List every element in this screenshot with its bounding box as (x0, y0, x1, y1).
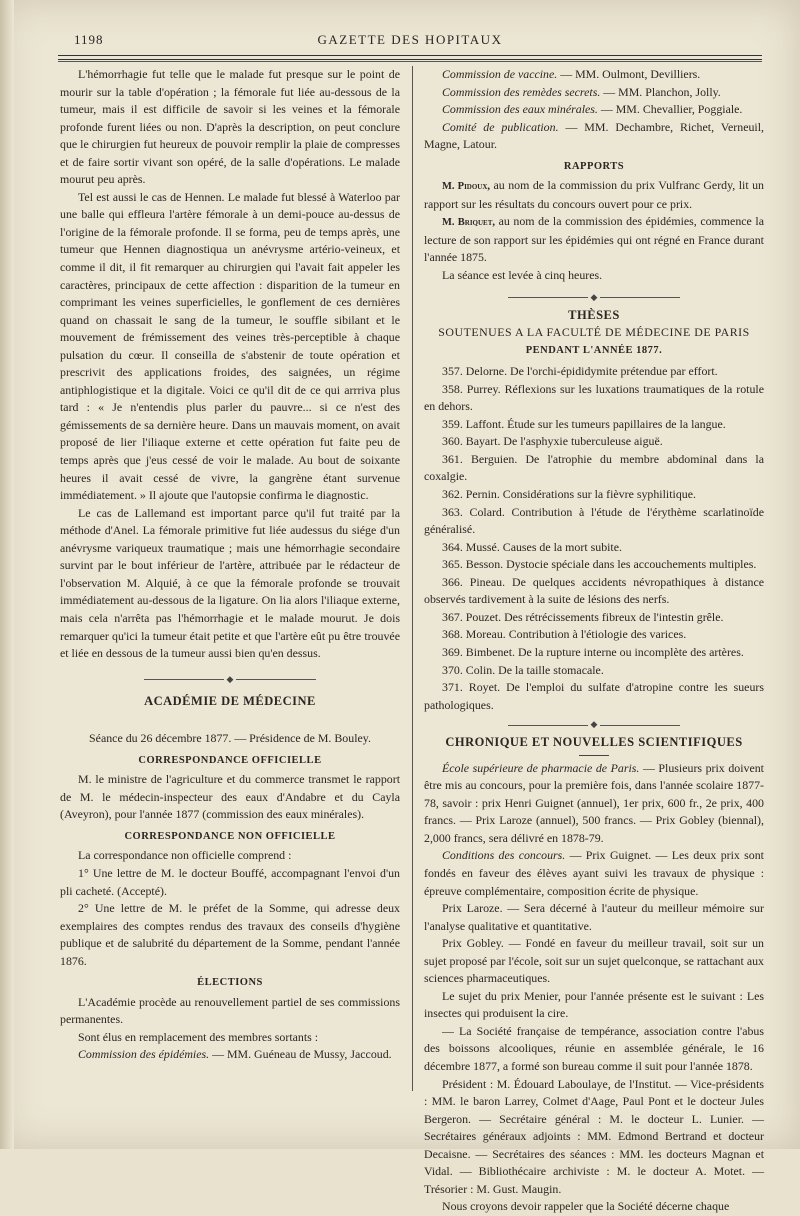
these-item: 357. Delorne. De l'orchi-épididymite prétendue par effort. (442, 364, 718, 379)
correspondance-item: 1° Une lettre de M. le docteur Bouffé, accompagnant l'envoi d'un pli cacheté. (Accepté). (60, 865, 400, 898)
ecole-text: — Plusieurs prix doivent être mis au concours, pour la première fois, dans l'année scolaire 1877-78, savoir : prix Henri Guignet (annuel), 1er prix, 600 fr., 2e prix, 400 francs. — Prix Laroze (annuel), 500 francs. — Prix Gobley (biennal), 2,000 francs, sera délivré en 1878-79. (424, 760, 764, 845)
commission-members: — MM. Dechambre, Richet, Verneuil, Magne, Latour. (424, 119, 764, 152)
comite-publication (424, 119, 764, 154)
theses-subheading: SOUTENUES A LA FACULTÉ DE MÉDECINE DE PARIS (438, 325, 750, 340)
right-column (424, 66, 764, 1216)
conditions-concours (424, 847, 764, 900)
these-item: 368. Moreau. Contribution à l'étiologie des varices. (442, 627, 687, 642)
these-item: 367. Pouzet. Des rétrécissements fibreux de l'intestin grêle. (442, 609, 724, 624)
page-number: 1198 (74, 32, 104, 47)
seance-line: Séance du 26 décembre 1877. — Présidence de M. Bouley. (89, 731, 371, 746)
these-item: 362. Pernin. Considérations sur la fièvre syphilitique. (442, 487, 696, 502)
closing-line: Nous croyons devoir rappeler que la Société décerne chaque (442, 1199, 730, 1214)
commission-members: — MM. Guéneau de Mussy, Jaccoud. (209, 1047, 392, 1062)
commission-eaux (424, 101, 764, 119)
section-ornament: ◆ (424, 289, 764, 305)
journal-title: GAZETTE DES HOPITAUX (317, 32, 503, 47)
rapporteur-name: M. Briquet, (442, 217, 496, 229)
header-rule-thin (58, 61, 762, 62)
rapport-pidoux (424, 177, 764, 213)
rapports-heading: RAPPORTS (563, 160, 625, 172)
ecole-label: École supérieure de pharmacie de Paris. (442, 760, 640, 775)
ecole-pharmacie (424, 760, 764, 848)
short-rule (579, 755, 609, 756)
prix-gobley: Prix Gobley. — Fondé en faveur du meilleur travail, soit sur un sujet proposé par l'école, soit sur un sujet quelconque, se rattachant aux sciences pharmaceutiques. (424, 936, 764, 986)
rapport-briquet (424, 213, 764, 267)
section-ornament: ◆ (424, 716, 764, 732)
these-item: 360. Bayart. De l'asphyxie tuberculeuse aiguë. (442, 434, 663, 449)
correspondance-non-officielle-heading: CORRESPONDANCE NON OFFICIELLE (124, 830, 336, 842)
theses-heading: THÈSES (568, 307, 620, 322)
correspondance-officielle-text: M. le ministre de l'agriculture et du commerce transmet le rapport de M. le médecin-inspecteur des eaux d'Andabre et du Cayla (Aveyron), pour l'année 1877 (commission des eaux minérales). (60, 772, 400, 822)
these-item: 370. Colin. De la taille stomacale. (442, 662, 604, 677)
these-item: 369. Bimbenet. De la rupture interne ou incomplète des artères. (442, 644, 744, 659)
these-item: 371. Royet. De l'emploi du sulfate d'atropine contre les sueurs pathologiques. (424, 680, 764, 712)
rapporteur-name: M. Pidoux, (442, 181, 491, 193)
commission-label: Comité de publication. (442, 119, 559, 134)
page-header (58, 30, 762, 52)
theses-period: PENDANT L'ANNÉE 1877. (525, 344, 663, 356)
societe-temperance: — La Société française de tempérance, association contre l'abus des boissons alcooliques, réunie en assemblée générale, le 16 décembre 1877, a formé son bureau comme il suit pour l'année 1878. (424, 1023, 764, 1073)
these-item: 365. Besson. Dystocie spéciale dans les accouchements multiples. (442, 557, 757, 572)
section-ornament: ◆ (60, 671, 400, 687)
paragraph-lallemand: Le cas de Lallemand est important parce qu'il fut traité par la méthode d'Anel. La fémorale primitive fut liée audessus du siége d'un anévrysme variqueux traumatique ; mais une hémorrhagie secondaire survint par le bout inférieur de l'artère, attribuée par le rédacteur de l'observation M. Alquié, à ce que la fémorale profonde se trouvait immédiatement au-dessous de la ligature. On lia alors l'iliaque externe, mais cela n'arrêta pas l'hémorrhagie et le malade mourut. Je dois remarquer qu'ici la tumeur était petite et que l'artère eût pu être trouvée et liée en dessous de la tumeur aussi bien qu'en dessus. (60, 505, 400, 661)
commission-label: Commission des eaux minérales. (442, 102, 598, 117)
bureau-list: Président : M. Édouard Laboulaye, de l'Institut. — Vice-présidents : MM. le baron Larrey, Colmet d'Aage, Paul Pont et le docteur Jules Bergeron. — Secrétaire général : M. le docteur L. Lunier. — Secrétaires généraux adjoints : MM. Edmond Bertrand et docteur Decaisne. — Secrétaires des séances : MM. les docteurs Magnan et Vidal. — Bibliothécaire archiviste : M. le docteur A. Motet. — Trésorier : M. Gust. Maugin. (424, 1076, 764, 1196)
academie-heading: ACADÉMIE DE MÉDECINE (144, 693, 316, 708)
page-edge (0, 0, 14, 1149)
commission-label: Commission de vaccine. (442, 67, 558, 81)
concours-text: — Prix Guignet. — Les deux prix sont fondés en faveur des élèves ayant suivi les travaux de physique : épreuve complémentaire, composition écrite de physique. (424, 848, 764, 898)
commission-label: Commission des remèdes secrets. (442, 84, 601, 99)
these-item: 359. Laffont. Étude sur les tumeurs papillaires de la langue. (442, 416, 726, 431)
paragraph-hennen: Tel est aussi le cas de Hennen. Le malade fut blessé à Waterloo par une balle qui effleura l'artère fémorale à un demi-pouce au-dessus de l'origine de la fémorale profonde. Il se forma, peu de temps après, une tumeur que Hennen diagnostiqua un anévrysme artério-veineux, et comme il dit, il fit remarquer au chirurgien qui l'avait fait appeler les caractères, principaux de cette affection : disparition de la tumeur en comprimant les veines superficielles, le gonflement de ces dernières quand on chassait le sang de la tumeur, le souffle sibilant et le mouvement de frémissement des veines très-perceptible à chaque pulsation du cœur. Il conseilla de s'abstenir de toute opération et prescrivit des applications froides, des saignées, un régime antiphlogistique et la digitale. Voici ce qu'il dit de ce qui arrriva plus tard : « Je n'entendis plus parler du pauvre... si ce n'est des gémissements de sa dernière heure. Dans un mauvais moment, on avait proposé de lier l'iliaque externe et cette opération fut faite peu de temps après que j'eus cessé de voir le malade. Au bout de soixante heures il avait cessé de vivre, la gangrène étant survenue immédiatement. » Il ajoute que l'autopsie confirma le diagnostic. (60, 189, 400, 503)
commission-members: — MM. Oulmont, Devilliers. (557, 67, 701, 81)
commission-members: — MM. Planchon, Jolly. (600, 84, 721, 99)
paragraph-hemorrhagie: L'hémorrhagie fut telle que le malade fut presque sur le point de mourir sur la table d'opération ; la fémorale fut liée au-dessous de la tumeur, mais il est difficile de savoir si les veines et la fémorale profonde furent liées ou non. D'après la description, on peut conclure que le chirurgien fut heureux de pouvoir remplir la plaie de compresses et de faire sortir vivant son opéré, de la salle d'opérations. Le malade mourut peu après. (60, 67, 400, 187)
commission-vaccine (424, 66, 764, 84)
correspondance-officielle-heading: CORRESPONDANCE OFFICIELLE (138, 754, 322, 766)
elections-heading: ÉLECTIONS (197, 977, 263, 989)
commission-members: — MM. Chevallier, Poggiale. (597, 102, 743, 117)
prix-menier: Le sujet du prix Menier, pour l'année présente est le suivant : Les insectes qui produisent la cire. (424, 988, 764, 1021)
column-divider (412, 66, 413, 1091)
these-item: 364. Mussé. Causes de la mort subite. (442, 539, 622, 554)
header-rule (58, 55, 762, 60)
these-item: 366. Pineau. De quelques accidents névropathiques à distance observés tardivement à la suite de lésions des nerfs. (424, 574, 764, 607)
rapport-text: au nom de la commission des épidémies, commence la lecture de son rapport sur les épidémies qui ont régné en France durant l'année 1875. (424, 214, 764, 265)
elus-intro: Sont élus en remplacement des membres sortants : (78, 1029, 319, 1044)
commission-label: Commission des épidémies. (78, 1047, 210, 1062)
these-item: 358. Purrey. Réflexions sur les luxations traumatiques de la rotule en dehors. (424, 381, 764, 414)
these-item: 363. Colard. Contribution à l'étude de l'érythème scarlatinoïde généralisé. (424, 504, 764, 537)
chronique-heading: CHRONIQUE ET NOUVELLES SCIENTIFIQUES (445, 735, 743, 750)
seance-levee: La séance est levée à cinq heures. (442, 268, 603, 283)
rapport-text: au nom de la commission du prix Vulfranc Gerdy, lit un rapport sur les résultats du concours ouvert pour ce prix. (424, 178, 764, 211)
commission-epidemies (60, 1046, 400, 1064)
correspondance-item: 2° Une lettre de M. le préfet de la Somme, qui adresse deux exemplaires des comptes rendus des travaux des conseils d'hygiène publique et de salubrité du département de la Somme, pendant l'année 1876. (60, 901, 400, 968)
these-item: 361. Berguien. De l'atrophie du membre abdominal dans la coxalgie. (424, 451, 764, 484)
concours-label: Conditions des concours. (442, 848, 566, 863)
left-column (60, 66, 400, 1064)
elections-text: L'Académie procède au renouvellement partiel de ses commissions permanentes. (60, 994, 400, 1027)
commission-remedes (424, 84, 764, 102)
correspondance-intro: La correspondance non officielle comprend : (78, 848, 292, 863)
prix-laroze: Prix Laroze. — Sera décerné à l'auteur du meilleur mémoire sur l'analyse qualitative et quantitative. (424, 901, 764, 933)
